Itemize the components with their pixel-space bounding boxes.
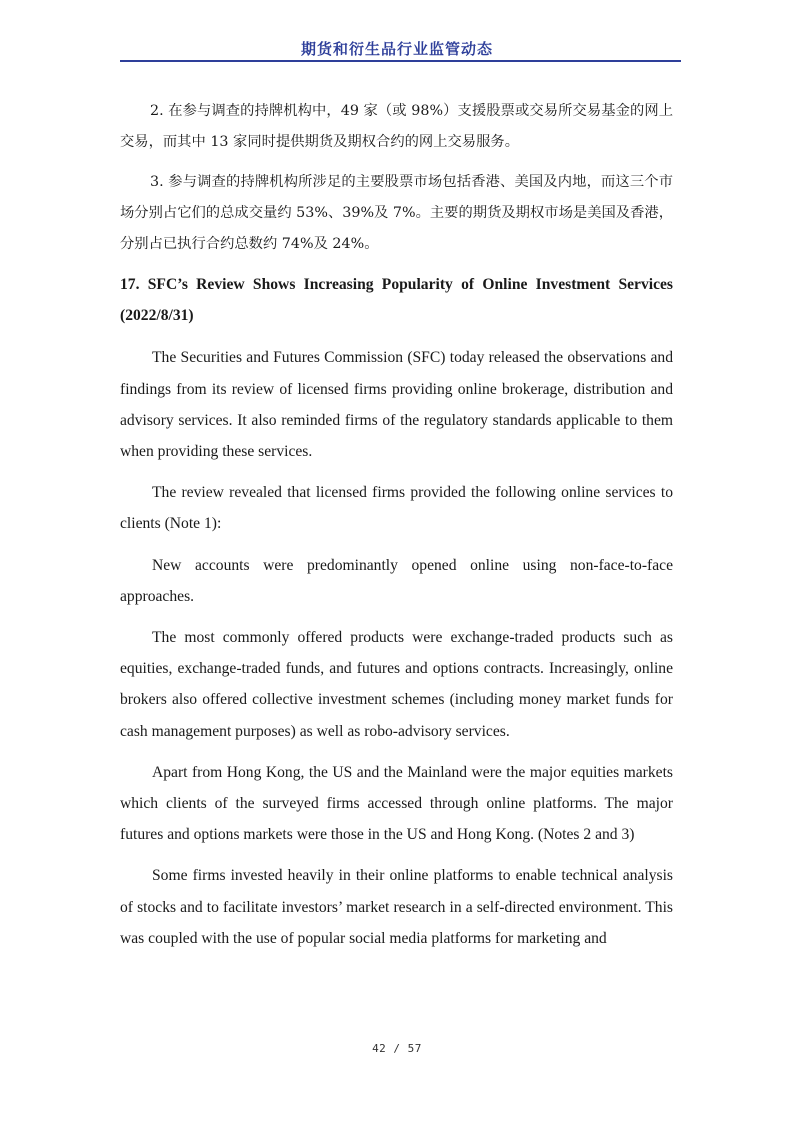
paragraph-en: New accounts were predominantly opened online using non-face-to-face approaches.	[120, 556, 673, 605]
paragraph-en: Apart from Hong Kong, the US and the Mainland were the major equities markets which clients of the surveyed firms accessed through online platforms. The major futures and options markets were those in the US and Hong Kong. (Notes 2 and 3)	[120, 763, 673, 844]
document-body	[120, 96, 673, 964]
page-header-title: 期货和衍生品行业监管动态	[300, 40, 493, 58]
paragraph-note-2-cn: 2. 在参与调查的持牌机构中，49 家（或 98%）支援股票或交易所交易基金的网上交易，而其中 13 家同时提供期货及期权合约的网上交易服务。	[120, 103, 673, 150]
page-number: 42 / 57	[372, 1042, 422, 1055]
paragraph-en: The Securities and Futures Commission (SFC) today released the observations and findings from its review of licensed firms providing online brokerage, distribution and advisory services. It also reminded firms of the regulatory standards applicable to them when providing these services.	[120, 349, 673, 461]
header-divider	[120, 60, 681, 62]
paragraph-en: Some firms invested heavily in their online platforms to enable technical analysis of stocks and to facilitate investors’ market research in a self-directed environment. This was coupled with the use of popular social media platforms for marketing and	[120, 867, 673, 947]
paragraph-en: The most commonly offered products were exchange-traded products such as equities, exchange-traded funds, and futures and options contracts. Increasingly, online brokers also offered collective investment schemes (including money market funds for cash management purposes) as well as robo-advisory services.	[120, 629, 673, 740]
paragraph-en: The review revealed that licensed firms provided the following online services to clients (Note 1):	[120, 484, 673, 533]
paragraph-note-3-cn: 3. 参与调查的持牌机构所涉足的主要股票市场包括香港、美国及内地，而这三个市场分别占它们的总成交量约 53%、39%及 7%。主要的期货及期权市场是美国及香港，分别占已执行合约总数约 74%及 24%。	[120, 174, 673, 252]
section-heading: 17. SFC’s Review Shows Increasing Popularity of Online Investment Services (2022/8/31)	[120, 276, 673, 325]
